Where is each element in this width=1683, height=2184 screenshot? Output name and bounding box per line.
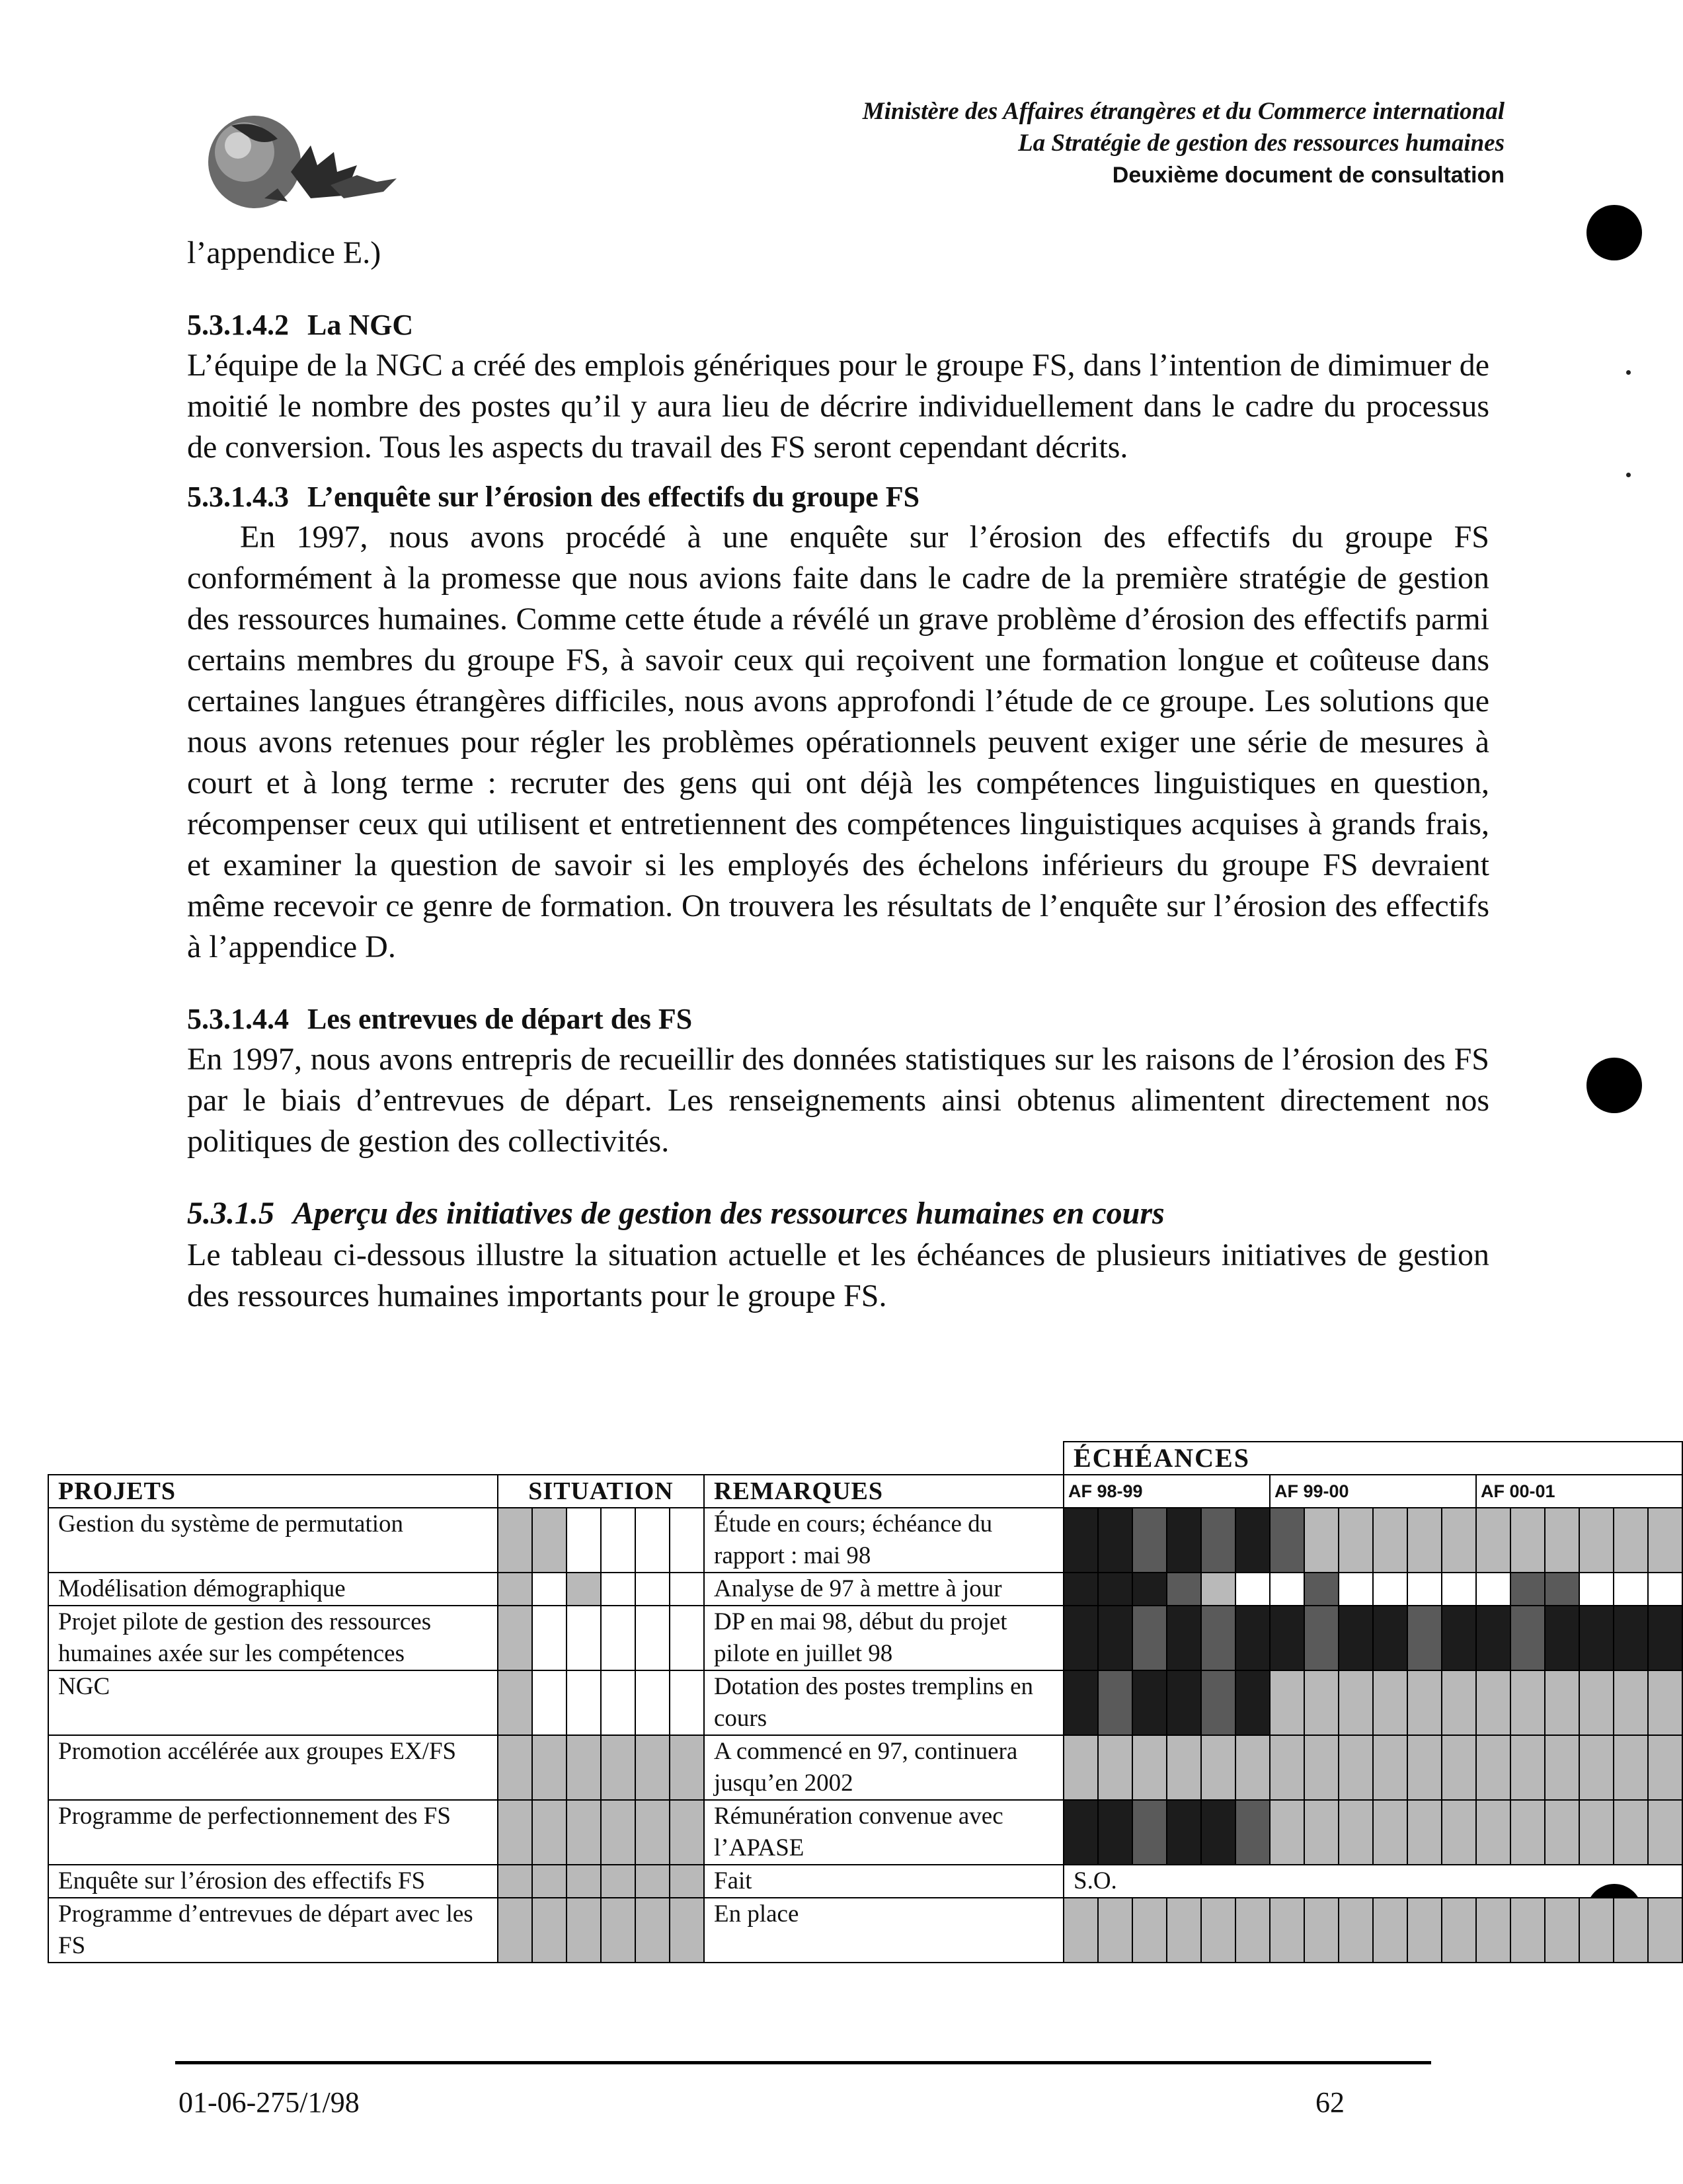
timeline-cell	[1201, 1898, 1235, 1963]
situation-cell	[567, 1865, 601, 1898]
remark-text: A commencé en 97, continuera jusqu’en 2002	[704, 1735, 1064, 1800]
header-ministry: Ministère des Affaires étrangères et du Commerce international	[862, 98, 1505, 125]
timeline-cell	[1339, 1735, 1373, 1800]
timeline-cell	[1407, 1670, 1442, 1735]
timeline-cell	[1167, 1573, 1201, 1606]
document-code: 01-06-275/1/98	[178, 2086, 360, 2119]
table-row	[48, 1670, 1682, 1735]
timeline-cell	[1510, 1606, 1545, 1670]
timeline-cell	[1167, 1735, 1201, 1800]
timeline-cell	[1579, 1898, 1614, 1963]
projects-header: PROJETS	[48, 1475, 498, 1508]
situation-cell	[532, 1606, 567, 1670]
situation-cell	[670, 1800, 704, 1865]
timeline-cell	[1476, 1508, 1510, 1573]
timeline-cell	[1442, 1800, 1476, 1865]
situation-cell	[532, 1735, 567, 1800]
timeline-cell	[1545, 1735, 1579, 1800]
situation-cell	[532, 1670, 567, 1735]
timeline-cell	[1132, 1670, 1167, 1735]
initiatives-table	[48, 1441, 1683, 1963]
timeline-cell	[1373, 1573, 1407, 1606]
situation-cell	[567, 1800, 601, 1865]
timeline-cell	[1270, 1573, 1304, 1606]
remark-text: Analyse de 97 à mettre à jour	[704, 1573, 1064, 1606]
situation-cell	[601, 1800, 635, 1865]
timeline-cell	[1235, 1573, 1270, 1606]
situation-cell	[567, 1606, 601, 1670]
timeline-cell	[1064, 1606, 1098, 1670]
table-row	[48, 1898, 1682, 1963]
punch-hole-middle	[1586, 1058, 1642, 1113]
timeline-cell	[1201, 1508, 1235, 1573]
timeline-cell	[1235, 1800, 1270, 1865]
timeline-cell	[1270, 1606, 1304, 1670]
timeline-cell	[1545, 1800, 1579, 1865]
remark-text: Dotation des postes tremplins en cours	[704, 1670, 1064, 1735]
situation-cell	[567, 1735, 601, 1800]
situation-cell	[601, 1508, 635, 1573]
timeline-cell	[1098, 1735, 1132, 1800]
table-row	[48, 1865, 1682, 1898]
timeline-cell	[1098, 1800, 1132, 1865]
timeline-cell	[1442, 1735, 1476, 1800]
situation-cell	[670, 1865, 704, 1898]
timeline-cell	[1510, 1508, 1545, 1573]
echeance-text: S.O.	[1064, 1865, 1682, 1898]
section-title: La NGC	[307, 309, 414, 341]
timeline-cell	[1373, 1670, 1407, 1735]
situation-cell	[670, 1573, 704, 1606]
timeline-cell	[1132, 1735, 1167, 1800]
timeline-cell	[1648, 1898, 1682, 1963]
speck	[1626, 370, 1631, 375]
timeline-cell	[1167, 1800, 1201, 1865]
situation-cell	[601, 1735, 635, 1800]
situation-cell	[498, 1573, 532, 1606]
situation-cell	[498, 1865, 532, 1898]
timeline-cell	[1235, 1508, 1270, 1573]
punch-hole-top	[1586, 205, 1642, 260]
timeline-cell	[1476, 1735, 1510, 1800]
situation-cell	[635, 1508, 670, 1573]
timeline-cell	[1167, 1606, 1201, 1670]
timeline-cell	[1614, 1573, 1648, 1606]
timeline-cell	[1304, 1670, 1339, 1735]
situation-cell	[670, 1898, 704, 1963]
timeline-cell	[1339, 1898, 1373, 1963]
timeline-cell	[1270, 1670, 1304, 1735]
situation-cell	[532, 1898, 567, 1963]
timeline-cell	[1614, 1606, 1648, 1670]
situation-cell	[498, 1508, 532, 1573]
timeline-cell	[1476, 1898, 1510, 1963]
section-heading	[187, 305, 1489, 345]
timeline-cell	[1304, 1898, 1339, 1963]
project-name: Programme d’entrevues de départ avec les FS	[48, 1898, 498, 1963]
timeline-cell	[1304, 1508, 1339, 1573]
situation-header: SITUATION	[498, 1475, 704, 1508]
project-name: Modélisation démographique	[48, 1573, 498, 1606]
section-heading	[187, 999, 1489, 1039]
timeline-cell	[1098, 1898, 1132, 1963]
timeline-cell	[1614, 1735, 1648, 1800]
situation-cell	[601, 1898, 635, 1963]
timeline-cell	[1064, 1508, 1098, 1573]
situation-cell	[532, 1508, 567, 1573]
situation-cell	[498, 1606, 532, 1670]
timeline-cell	[1407, 1606, 1442, 1670]
timeline-cell	[1064, 1735, 1098, 1800]
situation-cell	[601, 1670, 635, 1735]
timeline-cell	[1579, 1735, 1614, 1800]
timeline-cell	[1407, 1898, 1442, 1963]
timeline-cell	[1304, 1735, 1339, 1800]
timeline-cell	[1510, 1670, 1545, 1735]
timeline-cell	[1339, 1606, 1373, 1670]
timeline-cell	[1167, 1508, 1201, 1573]
project-name: NGC	[48, 1670, 498, 1735]
timeline-cell	[1579, 1800, 1614, 1865]
situation-cell	[601, 1573, 635, 1606]
timeline-cell	[1614, 1800, 1648, 1865]
situation-cell	[532, 1573, 567, 1606]
situation-cell	[532, 1865, 567, 1898]
timeline-cell	[1648, 1800, 1682, 1865]
timeline-cell	[1648, 1670, 1682, 1735]
timeline-cell	[1304, 1573, 1339, 1606]
timeline-cell	[1510, 1800, 1545, 1865]
table-row	[48, 1573, 1682, 1606]
timeline-cell	[1373, 1800, 1407, 1865]
timeline-cell	[1648, 1573, 1682, 1606]
document-body	[187, 233, 1489, 1317]
timeline-cell	[1442, 1573, 1476, 1606]
project-name: Projet pilote de gestion des ressources humaines axée sur les compétences	[48, 1606, 498, 1670]
section-number: 5.3.1.5	[187, 1196, 274, 1231]
section-title: Aperçu des initiatives de gestion des ressources humaines en cours	[293, 1196, 1165, 1231]
section-number: 5.3.1.4.4	[187, 1003, 289, 1035]
timeline-cell	[1098, 1573, 1132, 1606]
timeline-cell	[1579, 1606, 1614, 1670]
timeline-cell	[1201, 1573, 1235, 1606]
timeline-cell	[1648, 1606, 1682, 1670]
section-title: Les entrevues de départ des FS	[307, 1003, 693, 1035]
timeline-cell	[1579, 1573, 1614, 1606]
timeline-cell	[1373, 1606, 1407, 1670]
situation-cell	[635, 1800, 670, 1865]
table-row	[48, 1508, 1682, 1573]
timeline-cell	[1545, 1670, 1579, 1735]
timeline-cell	[1132, 1606, 1167, 1670]
timeline-cell	[1648, 1508, 1682, 1573]
remark-text: Étude en cours; échéance du rapport : mai 98	[704, 1508, 1064, 1573]
timeline-cell	[1304, 1606, 1339, 1670]
continuation-text: l’appendice E.)	[187, 235, 381, 270]
project-name: Programme de perfectionnement des FS	[48, 1800, 498, 1865]
timeline-cell	[1132, 1508, 1167, 1573]
project-name: Promotion accélérée aux groupes EX/FS	[48, 1735, 498, 1800]
timeline-cell	[1132, 1800, 1167, 1865]
timeline-cell	[1407, 1800, 1442, 1865]
situation-cell	[498, 1898, 532, 1963]
section-title: L’enquête sur l’érosion des effectifs du groupe FS	[307, 481, 920, 513]
situation-cell	[635, 1670, 670, 1735]
situation-cell	[670, 1735, 704, 1800]
situation-cell	[567, 1670, 601, 1735]
situation-cell	[670, 1508, 704, 1573]
table-row	[48, 1735, 1682, 1800]
timeline-cell	[1545, 1606, 1579, 1670]
timeline-cell	[1339, 1800, 1373, 1865]
situation-cell	[635, 1573, 670, 1606]
timeline-cell	[1545, 1573, 1579, 1606]
fiscal-year-header: AF 00-01	[1476, 1475, 1682, 1508]
fiscal-year-header: AF 99-00	[1270, 1475, 1476, 1508]
timeline-cell	[1339, 1670, 1373, 1735]
echeances-header: ÉCHÉANCES	[1064, 1442, 1682, 1475]
remark-text: En place	[704, 1898, 1064, 1963]
timeline-cell	[1339, 1573, 1373, 1606]
timeline-cell	[1476, 1800, 1510, 1865]
timeline-cell	[1579, 1670, 1614, 1735]
timeline-cell	[1545, 1898, 1579, 1963]
header-doc-type: Deuxième document de consultation	[1112, 163, 1505, 188]
timeline-cell	[1579, 1508, 1614, 1573]
section-heading	[187, 1192, 1489, 1235]
timeline-cell	[1476, 1670, 1510, 1735]
situation-cell	[532, 1800, 567, 1865]
page-number: 62	[1315, 2086, 1345, 2119]
section-paragraph: Le tableau ci-dessous illustre la situation actuelle et les échéances de plusieurs initiatives de gestion des ressources humaines importants pour le groupe FS.	[187, 1237, 1489, 1313]
timeline-cell	[1270, 1800, 1304, 1865]
timeline-cell	[1407, 1508, 1442, 1573]
situation-cell	[670, 1670, 704, 1735]
situation-cell	[498, 1800, 532, 1865]
timeline-cell	[1167, 1898, 1201, 1963]
timeline-cell	[1235, 1898, 1270, 1963]
section-number: 5.3.1.4.2	[187, 309, 289, 341]
section-paragraph: L’équipe de la NGC a créé des emplois génériques pour le groupe FS, dans l’intention de dimimuer de moitié le nombre des postes qu’il y aura lieu de décrire individuellement dans le cadre du processus de conversion. Tous les aspects du travail des FS seront cependant décrits.	[187, 348, 1489, 465]
table-spacer	[48, 1442, 1064, 1475]
situation-cell	[567, 1898, 601, 1963]
situation-cell	[635, 1865, 670, 1898]
timeline-cell	[1201, 1670, 1235, 1735]
timeline-cell	[1270, 1735, 1304, 1800]
situation-cell	[498, 1735, 532, 1800]
project-name: Enquête sur l’érosion des effectifs FS	[48, 1865, 498, 1898]
timeline-cell	[1235, 1735, 1270, 1800]
timeline-cell	[1167, 1670, 1201, 1735]
timeline-cell	[1614, 1670, 1648, 1735]
situation-cell	[635, 1898, 670, 1963]
timeline-cell	[1098, 1670, 1132, 1735]
remark-text: Rémunération convenue avec l’APASE	[704, 1800, 1064, 1865]
timeline-cell	[1510, 1573, 1545, 1606]
table-row	[48, 1800, 1682, 1865]
timeline-cell	[1442, 1898, 1476, 1963]
section-heading	[187, 477, 1489, 517]
footer-rule	[175, 2061, 1431, 2064]
timeline-cell	[1614, 1508, 1648, 1573]
situation-cell	[498, 1670, 532, 1735]
timeline-cell	[1442, 1606, 1476, 1670]
timeline-cell	[1098, 1508, 1132, 1573]
globe-emblem-icon	[192, 99, 443, 215]
timeline-cell	[1201, 1735, 1235, 1800]
fiscal-year-header: AF 98-99	[1064, 1475, 1270, 1508]
situation-cell	[567, 1508, 601, 1573]
timeline-cell	[1373, 1508, 1407, 1573]
table-header-row	[48, 1442, 1682, 1475]
section-paragraph: En 1997, nous avons entrepris de recueillir des données statistiques sur les raisons de l’érosion des FS par le biais d’entrevues de départ. Les renseignements ainsi obtenus alimentent directement nos politiques de gestion des collectivités.	[187, 1042, 1489, 1159]
timeline-cell	[1476, 1573, 1510, 1606]
timeline-cell	[1510, 1898, 1545, 1963]
timeline-cell	[1064, 1573, 1098, 1606]
timeline-cell	[1476, 1606, 1510, 1670]
situation-cell	[635, 1735, 670, 1800]
timeline-cell	[1235, 1670, 1270, 1735]
timeline-cell	[1098, 1606, 1132, 1670]
remark-text: Fait	[704, 1865, 1064, 1898]
speck	[1626, 473, 1631, 477]
timeline-cell	[1373, 1898, 1407, 1963]
timeline-cell	[1442, 1508, 1476, 1573]
situation-cell	[670, 1606, 704, 1670]
situation-cell	[635, 1606, 670, 1670]
situation-cell	[601, 1865, 635, 1898]
timeline-cell	[1339, 1508, 1373, 1573]
remarks-header: REMARQUES	[704, 1475, 1064, 1508]
timeline-cell	[1510, 1735, 1545, 1800]
project-name: Gestion du système de permutation	[48, 1508, 498, 1573]
timeline-cell	[1545, 1508, 1579, 1573]
timeline-cell	[1407, 1573, 1442, 1606]
situation-cell	[567, 1573, 601, 1606]
timeline-cell	[1270, 1898, 1304, 1963]
timeline-cell	[1648, 1735, 1682, 1800]
timeline-cell	[1132, 1898, 1167, 1963]
timeline-cell	[1064, 1898, 1098, 1963]
situation-cell	[601, 1606, 635, 1670]
timeline-cell	[1304, 1800, 1339, 1865]
timeline-cell	[1064, 1800, 1098, 1865]
table-row	[48, 1606, 1682, 1670]
section-number: 5.3.1.4.3	[187, 481, 289, 513]
timeline-cell	[1201, 1800, 1235, 1865]
timeline-cell	[1132, 1573, 1167, 1606]
timeline-cell	[1407, 1735, 1442, 1800]
table-header-row	[48, 1475, 1682, 1508]
timeline-cell	[1442, 1670, 1476, 1735]
timeline-cell	[1614, 1898, 1648, 1963]
remark-text: DP en mai 98, début du projet pilote en juillet 98	[704, 1606, 1064, 1670]
header-strategy: La Stratégie de gestion des ressources humaines	[1018, 130, 1505, 157]
timeline-cell	[1235, 1606, 1270, 1670]
timeline-cell	[1373, 1735, 1407, 1800]
section-paragraph: En 1997, nous avons procédé à une enquête sur l’érosion des effectifs du groupe FS conformément à la promesse que nous avions faite dans le cadre de la première stratégie de gestion des ressources humaines. Comme cette étude a révélé un grave problème d’érosion des effectifs parmi certains membres du groupe FS, à savoir ceux qui reçoivent une formation longue et coûteuse dans certaines langues étrangères difficiles, nous avons approfondi l’étude de ce groupe. Les solutions que nous avons retenues pour régler les problèmes opérationnels peuvent exiger une série de mesures à court et à long terme : recruter des gens qui ont déjà les compétences linguistiques en question, récompenser ceux qui utilisent et entretiennent des compétences linguistiques acquises à grands frais, et examiner la question de savoir si les employés des échelons inférieurs du groupe FS devraient même recevoir ce genre de formation. On trouvera les résultats de l’enquête sur l’érosion des effectifs à l’appendice D.	[187, 520, 1489, 964]
timeline-cell	[1270, 1508, 1304, 1573]
timeline-cell	[1064, 1670, 1098, 1735]
document-header	[863, 96, 1505, 191]
timeline-cell	[1201, 1606, 1235, 1670]
